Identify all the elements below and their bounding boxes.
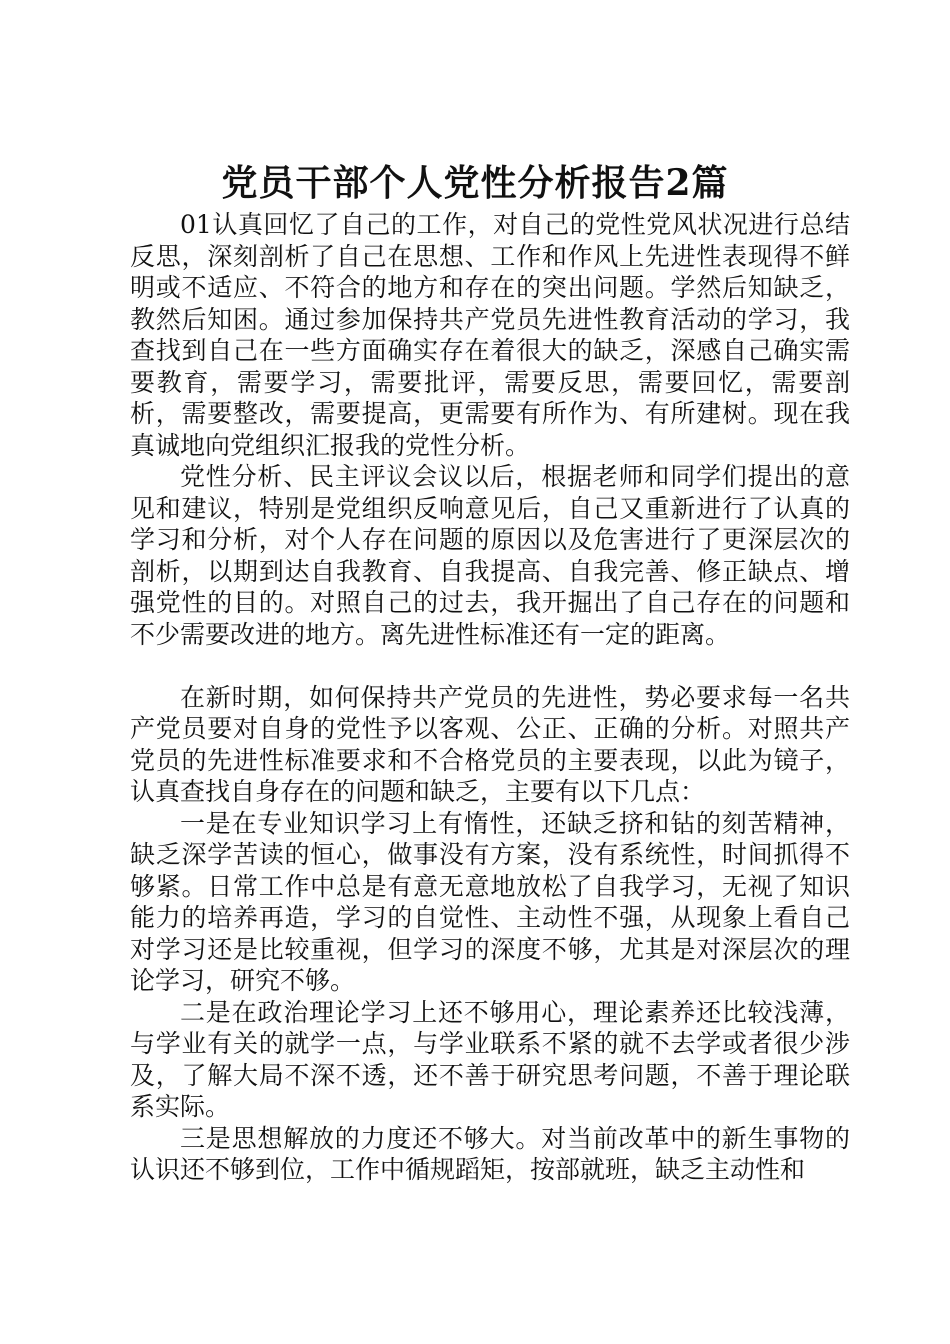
paragraph-4: 一是在专业知识学习上有惰性，还缺乏挤和钻的刻苦精神，缺乏深学苦读的恒心，做事没有方案，没有系统性，时间抓得不够紧。日常工作中总是有意无意地放松了自我学习，无视了知识能力的培养再造，学习的自觉性、主动性不强，从现象上看自己对学习还是比较重视，但学习的深度不够，尤其是对深层次的理论学习，研究不够。 — [130, 808, 850, 995]
paragraph-spacer — [130, 650, 850, 682]
paragraph-2: 党性分析、民主评议会议以后，根据老师和同学们提出的意见和建议，特别是党组织反响意见后，自己又重新进行了认真的学习和分析，对个人存在问题的原因以及危害进行了更深层次的剖析，以期到达自我教育、自我提高、自我完善、修正缺点、增强党性的目的。对照自己的过去，我开掘出了自己存在的问题和不少需要改进的地方。离先进性标准还有一定的距离。 — [130, 462, 850, 649]
document-title: 党员干部个人党性分析报告2篇 — [221, 162, 729, 204]
document-body — [130, 209, 850, 1186]
paragraph-5: 二是在政治理论学习上还不够用心，理论素养还比较浅薄，与学业有关的就学一点，与学业联系不紧的就不去学或者很少涉及，了解大局不深不透，还不善于研究思考问题，不善于理论联系实际。 — [130, 997, 850, 1121]
paragraph-1: 01认真回忆了自己的工作，对自己的党性党风状况进行总结反思，深刻剖析了自己在思想、工作和作风上先进性表现得不鲜明或不适应、不符合的地方和存在的突出问题。学然后知缺乏，教然后知困。通过参加保持共产党员先进性教育活动的学习，我查找到自己在一些方面确实存在着很大的缺乏，深感自己确实需要教育，需要学习，需要批评，需要反思，需要回忆，需要剖析，需要整改，需要提高，更需要有所作为、有所建树。现在我真诚地向党组织汇报我的党性分析。 — [130, 210, 850, 460]
paragraph-6: 三是思想解放的力度还不够大。对当前改革中的新生事物的认识还不够到位，工作中循规蹈矩，按部就班，缺乏主动性和 — [130, 1123, 850, 1184]
paragraph-3: 在新时期，如何保持共产党员的先进性，势必要求每一名共产党员要对自身的党性予以客观、公正、正确的分析。对照共产党员的先进性标准要求和不合格党员的主要表现，以此为镜子，认真查找自身存在的问题和缺乏，主要有以下几点： — [130, 682, 850, 806]
